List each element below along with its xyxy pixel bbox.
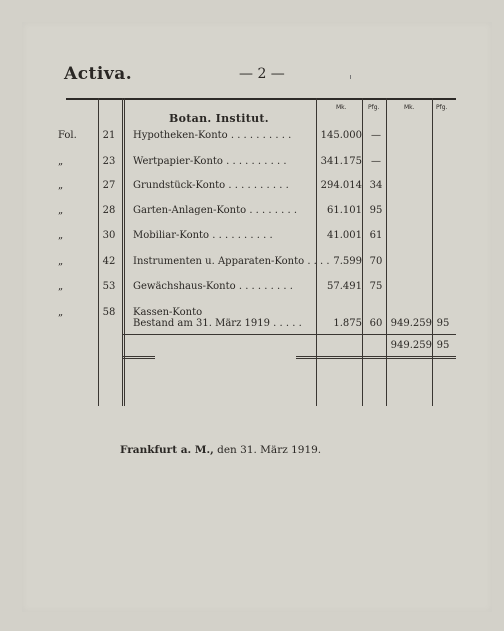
stray-mark [350,75,353,79]
account-label: Garten-Anlagen-Konto . . . . . . . . [133,205,298,216]
num-cell: 53 [102,281,116,292]
account-label: Bestand am 31. März 1919 . . . . . [133,318,302,329]
subtotal-rule [122,334,456,335]
table-row [58,130,456,148]
account-label: Instrumenten u. Apparaten-Konto . . . . [133,256,330,267]
num-cell: 23 [102,156,116,167]
pfennig-cell: — [371,130,381,141]
left-double-rule [122,356,155,359]
total-pfennig-cell: 95 [436,318,450,329]
mark-cell: 1.875 [333,318,362,329]
footer-place: Frankfurt a. M., [120,444,214,456]
mark-cell: 341.175 [320,156,362,167]
fol-cell: „ [58,230,64,241]
table-row [58,205,456,223]
section-title: Botan. Institut. [169,112,269,125]
fol-cell: „ [58,156,64,167]
pfennig-cell: 75 [369,281,383,292]
pfennig-cell: — [371,156,381,167]
mark-cell: 61.101 [327,205,362,216]
header-mk1: Mk. [336,104,347,111]
num-cell: 27 [102,180,116,191]
right-double-rule [296,356,456,359]
account-label: Mobiliar-Konto . . . . . . . . . . [133,230,273,241]
fol-cell: „ [58,180,64,191]
page-number: — 2 — [239,66,285,82]
pfennig-cell: 60 [369,318,383,329]
footer-date: den 31. März 1919. [217,444,322,456]
fol-cell: Fol. [58,130,77,141]
signature-line [120,444,321,456]
accounts-table [58,98,456,406]
table-row [58,180,456,198]
num-cell: 42 [102,256,116,267]
grand-total-mark: 949.259 [390,340,432,351]
num-cell: 21 [102,130,116,141]
header-mk2: Mk. [404,104,415,111]
num-cell: 28 [102,205,116,216]
account-label: Kassen-Konto [133,307,203,318]
mark-cell: 41.001 [327,230,362,241]
pfennig-cell: 70 [369,256,383,267]
header-pf2: Pfg. [436,104,448,111]
fol-cell: „ [58,205,64,216]
mark-cell: 294.014 [320,180,362,191]
fol-cell: „ [58,281,64,292]
account-label: Gewächshaus-Konto . . . . . . . . . [133,281,293,292]
num-cell: 30 [102,230,116,241]
mark-cell: 7.599 [333,256,362,267]
mark-cell: 145.000 [320,130,362,141]
table-row [58,281,456,299]
pfennig-cell: 95 [369,205,383,216]
account-label: Hypotheken-Konto . . . . . . . . . . [133,130,292,141]
table-row [58,256,456,274]
page-heading: Activa. [64,64,133,84]
account-label: Grundstück-Konto . . . . . . . . . . [133,180,289,191]
table-row [58,230,456,248]
fol-cell: „ [58,256,64,267]
table-row [58,156,456,174]
account-label: Wertpapier-Konto . . . . . . . . . . [133,156,287,167]
total-mark-cell: 949.259 [390,318,432,329]
mark-cell: 57.491 [327,281,362,292]
pfennig-cell: 34 [369,180,383,191]
num-cell: 58 [102,307,116,318]
grand-total-pfennig: 95 [436,340,450,351]
pfennig-cell: 61 [369,230,383,241]
fol-cell: „ [58,307,64,318]
header-pf1: Pfg. [368,104,380,111]
